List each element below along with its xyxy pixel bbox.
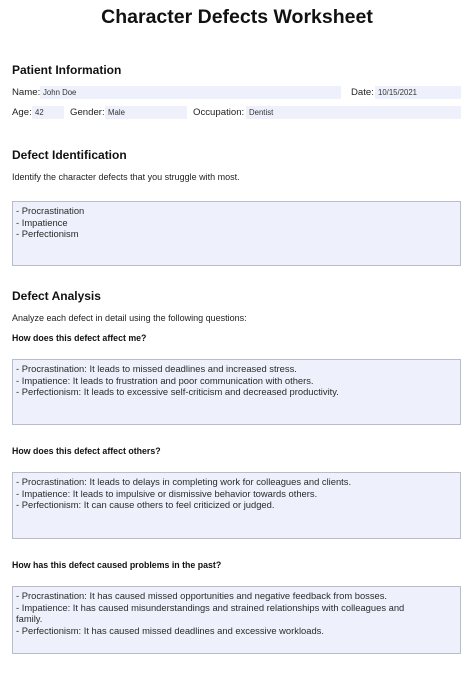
answer-line: - Impatience: It has caused misunderstandings and strained relationships with colleagues and — [16, 601, 405, 613]
identification-textarea[interactable] — [12, 201, 461, 266]
name-label: Name: — [12, 87, 41, 98]
date-field[interactable]: 10/15/2021 — [375, 86, 461, 99]
answer-line: - Perfectionism: It can cause others to feel criticized or judged. — [16, 499, 275, 510]
identification-item: - Perfectionism — [16, 228, 79, 239]
age-field[interactable]: 42 — [32, 106, 64, 119]
page-title: Character Defects Worksheet — [101, 6, 373, 28]
answer-past-problems-textarea[interactable] — [12, 586, 461, 654]
identification-item: - Impatience — [16, 216, 68, 228]
answer-affect-me-textarea[interactable] — [12, 359, 461, 425]
patient-info-heading: Patient Information — [12, 63, 122, 77]
age-label: Age: — [12, 107, 32, 118]
answer-line: - Procrastination: It leads to delays in completing work for colleagues and clients. — [16, 476, 352, 487]
answer-line: - Procrastination: It leads to missed deadlines and increased stress. — [16, 363, 297, 374]
answer-line: family. — [16, 613, 43, 624]
occupation-field[interactable]: Dentist — [246, 106, 461, 119]
question-affect-others: How does this defect affect others? — [12, 446, 161, 456]
question-past-problems: How has this defect caused problems in the past? — [12, 560, 222, 570]
gender-label: Gender: — [70, 107, 105, 118]
answer-line: - Perfectionism: It leads to excessive self-criticism and decreased productivity. — [16, 386, 339, 397]
analysis-instructions: Analyze each defect in detail using the following questions: — [12, 313, 247, 323]
name-field[interactable]: John Doe — [40, 86, 341, 99]
occupation-label: Occupation: — [193, 107, 245, 118]
defect-identification-heading: Defect Identification — [12, 148, 127, 162]
answer-line: - Perfectionism: It has caused missed deadlines and excessive workloads. — [16, 624, 324, 636]
answer-affect-others-textarea[interactable] — [12, 472, 461, 539]
answer-line: - Impatience: It leads to frustration and poor communication with others. — [16, 374, 314, 386]
date-label: Date: — [351, 87, 374, 98]
defect-analysis-heading: Defect Analysis — [12, 289, 101, 303]
answer-line: - Impatience: It leads to impulsive or dismissive behavior towards others. — [16, 487, 318, 499]
question-affect-me: How does this defect affect me? — [12, 333, 147, 343]
gender-field[interactable]: Male — [105, 106, 187, 119]
answer-line: - Procrastination: It has caused missed opportunities and negative feedback from bosses. — [16, 590, 388, 601]
identification-item: - Procrastination — [16, 205, 85, 216]
identification-instructions: Identify the character defects that you struggle with most. — [12, 172, 240, 182]
